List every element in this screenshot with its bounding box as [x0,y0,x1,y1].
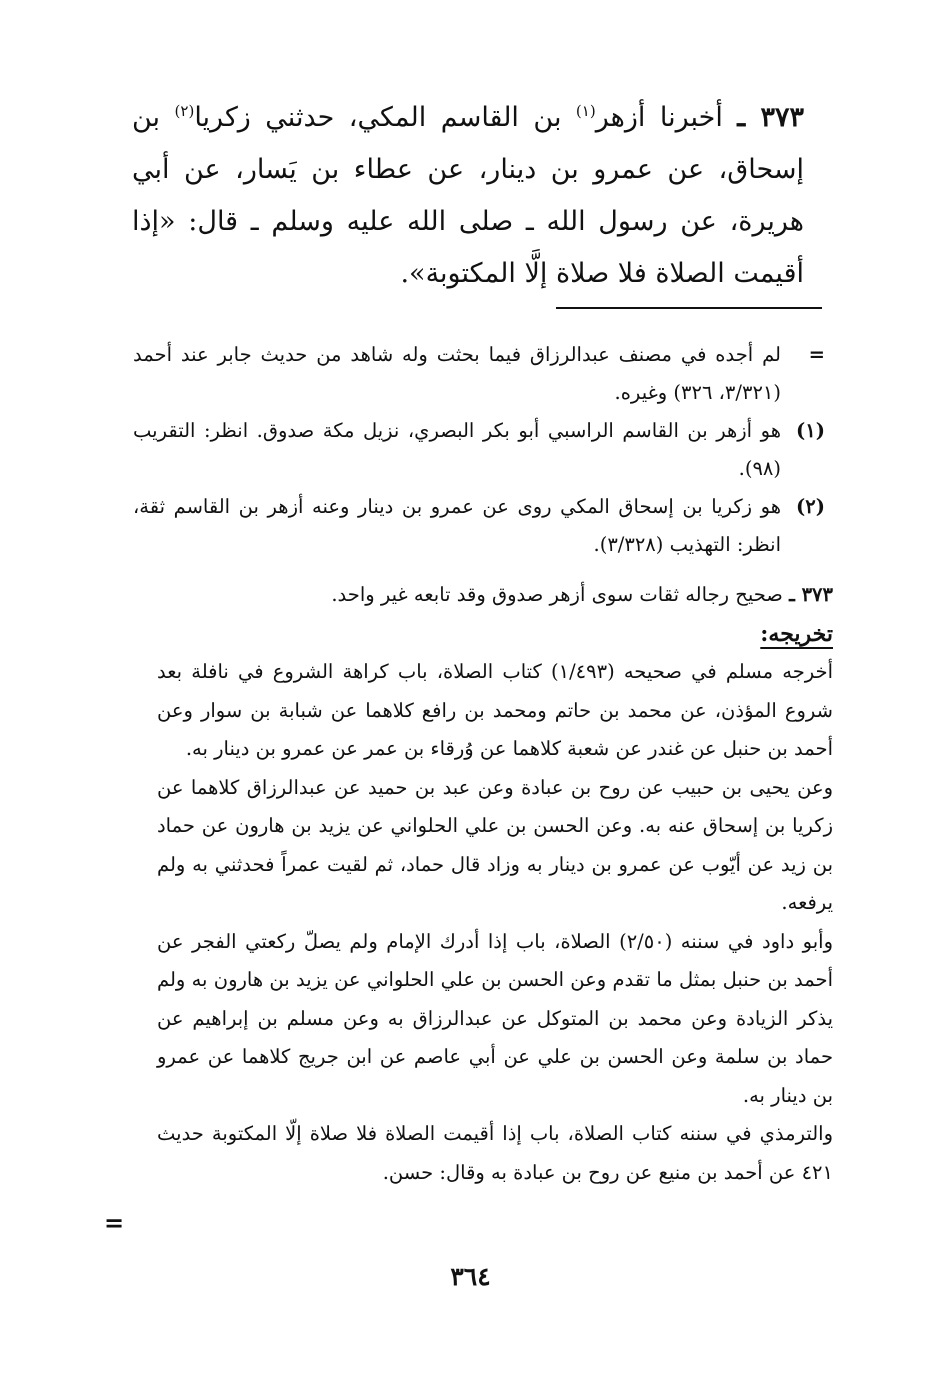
hadith-text-segment: بن إسحاق، عن عمرو بن دينار، عن عطاء بن يَسار، عن أبي هريرة، عن رسول الله ـ صلى الله عليه وسلم ـ قال: «إذا أقيمت الصلاة فلا صلاة إلَّا المكتوبة». [132,102,804,289]
continuation-mark: = [104,1208,125,1237]
takhrij-section [157,576,833,1192]
footnote-text: لم أجده في مصنف عبدالرزاق فيما بحثت وله شاهد من حديث جابر عند أحمد (٣/٣٢١، ٣٢٦) وغيره. [133,343,781,404]
hadith-number: ٣٧٣ ـ [737,102,804,133]
hadith-grading [157,576,833,615]
footnote-item [133,412,833,488]
footnote-item [133,336,833,412]
takhrij-heading: تخريجه: [760,620,833,647]
main-hadith-text [132,92,804,300]
footnote-divider [556,307,822,309]
footnote-text: هو زكريا بن إسحاق المكي روى عن عمرو بن دينار وعنه أزهر بن القاسم ثقة، انظر: التهذيب (٣/٣٢٨). [133,495,781,556]
footnote-mark: (٢) [796,495,825,518]
page-number: ٣٦٤ [450,1262,491,1291]
hadith-paragraph [132,92,804,300]
hadith-text-segment: بن القاسم المكي، حدثني زكريا [194,102,576,133]
hadith-text-segment: أخبرنا أزهر [595,102,738,133]
takhrij-paragraph: أخرجه مسلم في صحيحه (١/٤٩٣) كتاب الصلاة، باب كراهة الشروع في نافلة بعد شروع المؤذن، عن محمد بن حاتم ومحمد بن رافع كلاهما عن شبابة بن سوار وعن أحمد بن حنبل عن غندر عن شعبة كلاهما عن وُرقاء بن عمر عن عمرو بن دينار به. [157,660,834,760]
takhrij-paragraph: وعن يحيى بن حبيب عن روح بن عبادة وعن عبد بن حميد عن عبدالرزاق كلاهما عن زكريا بن إسحاق عنه به. وعن الحسن بن علي الحلواني عن يزيد بن هارون عن حماد بن زيد عن أيّوب عن عمرو بن دينار به وزاد قال حماد، ثم لقيت عمراً فحدثني به ولم يرفعه. [157,775,833,914]
footnote-ref: (٢) [174,102,195,120]
takhrij-paragraph: والترمذي في سننه كتاب الصلاة، باب إذا أقيمت الصلاة فلا صلاة إلّا المكتوبة حديث ٤٢١ عن أحمد بن منيع عن روح بن عبادة به وقال: حسن. [157,1122,833,1184]
footnote-text: هو أزهر بن القاسم الراسبي أبو بكر البصري، نزيل مكة صدوق. انظر: التقريب (٩٨). [133,419,781,480]
grading-text: صحيح رجاله ثقات سوى أزهر صدوق وقد تابعه غير واحد. [331,583,790,606]
footnote-mark: = [808,343,825,366]
footnotes [133,336,833,564]
footnote-ref: (١) [575,102,596,120]
takhrij-paragraph: وأبو داود في سننه (٢/٥٠) الصلاة، باب إذا أدرك الإمام ولم يصلّ ركعتي الفجر عن أحمد بن حنبل بمثل ما تقدم وعن الحسن بن علي الحلواني عن يزيد بن هارون به ولم يذكر الزيادة وعن محمد بن المتوكل عن عبدالرزاق به وعن مسلم بن إبراهيم عن حماد بن سلمة وعن الحسن بن علي عن أبي عاصم عن ابن جريج كلاهما عن عمرو بن دينار به. [157,929,834,1107]
footnote-mark: (١) [796,419,825,442]
grading-number: ٣٧٣ ـ [789,583,833,606]
footnote-item [133,488,833,564]
